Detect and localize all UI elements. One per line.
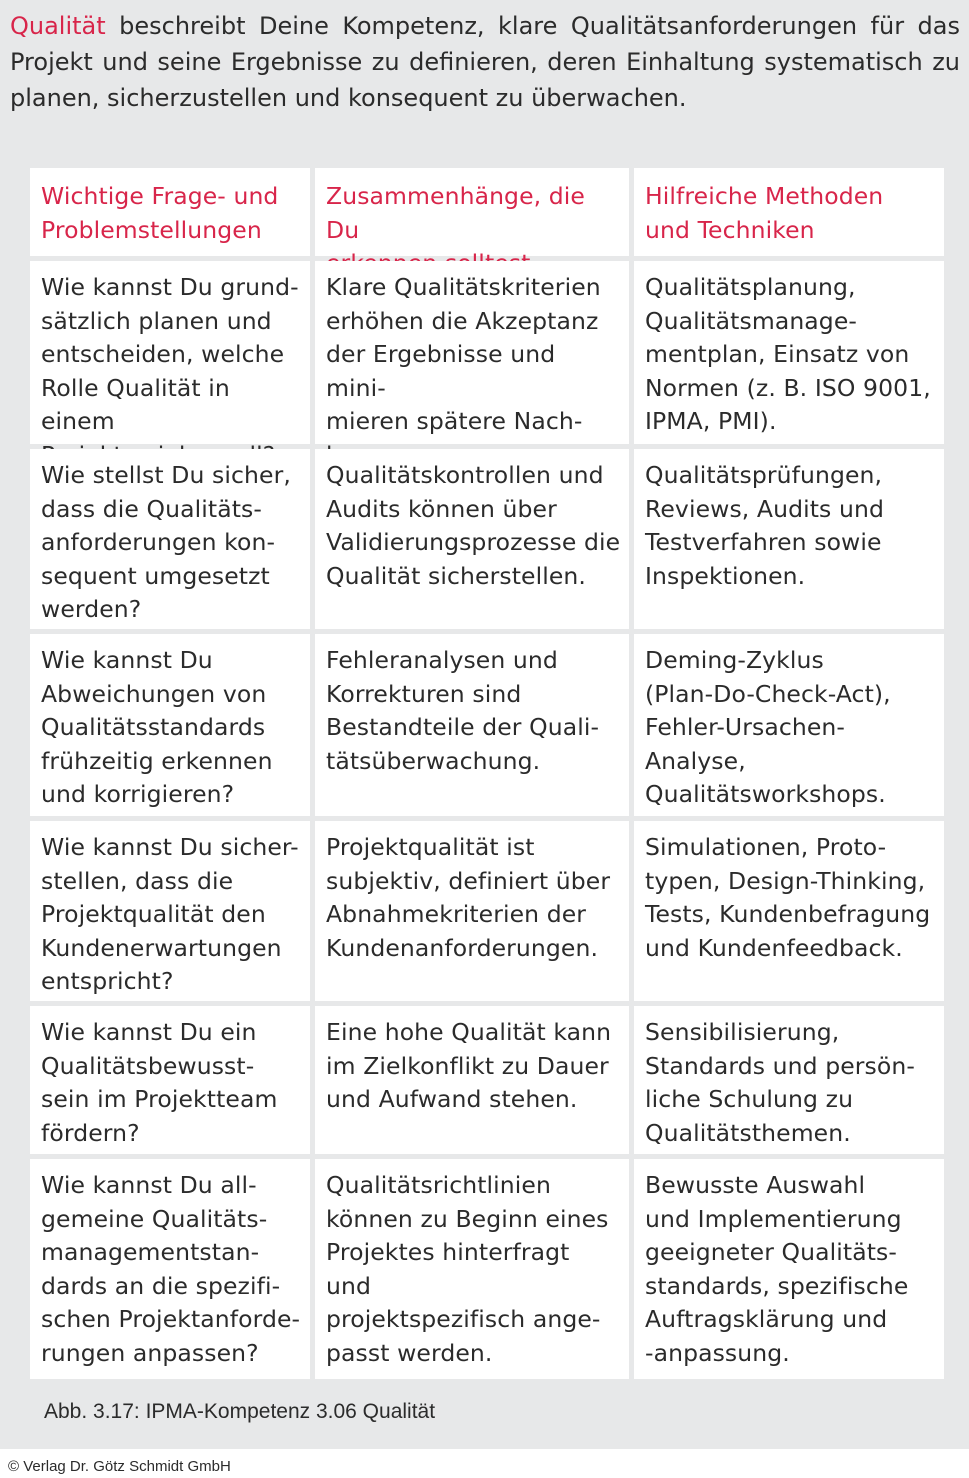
table-cell-question: Wie kannst Du all- gemeine Qualitäts- managementstan- dards an die spezifi- schen Projektanforde- rungen anpassen? <box>30 1159 310 1379</box>
table-cell-question: Wie kannst Du Abweichungen von Qualitätsstandards frühzeitig erkennen und korrigieren? <box>30 634 310 816</box>
table-cell-method: Deming-Zyklus (Plan-Do-Check-Act), Fehler-Ursachen-Analyse, Qualitätsworkshops. <box>634 634 944 816</box>
table-cell-relation: Klare Qualitätskriterien erhöhen die Akzeptanz der Ergebnisse und mini- mieren spätere Nach- <box>315 261 629 444</box>
copyright-notice: © Verlag Dr. Götz Schmidt GmbH <box>8 1458 231 1475</box>
table-cell-relation: Qualitätskontrollen und Audits können über Validierungsprozesse die Qualität sicherstellen. <box>315 449 629 629</box>
header-methods: Hilfreiche Methoden und Techniken <box>634 168 944 256</box>
intro-keyword: Qualität <box>10 12 106 40</box>
table-cell-method: Qualitätsplanung, Qualitätsmanage- mentplan, Einsatz von Normen (z. B. ISO 9001, IPMA, PMI). <box>634 261 944 444</box>
table-cell-relation: Projektqualität ist subjektiv, definiert über Abnahmekriterien der Kundenanforderungen. <box>315 821 629 1001</box>
header-relations: Zusammenhänge, die Du <box>315 168 629 256</box>
table-cell-method: Bewusste Auswahl und Implementierung geeigneter Qualitäts- standards, spezifische Auftragsklärung und -anpassung. <box>634 1159 944 1379</box>
table-cell-question: Wie kannst Du ein Qualitätsbewusst- sein im Projektteam fördern? <box>30 1006 310 1154</box>
table-cell-relation: Eine hohe Qualität kann im Zielkonflikt zu Dauer und Aufwand stehen. <box>315 1006 629 1154</box>
table-cell-question: Wie stellst Du sicher, dass die Qualitäts- anforderungen kon- sequent umgesetzt werden? <box>30 449 310 629</box>
table-cell-question: Wie kannst Du grund- sätzlich planen und entscheiden, welche Rolle Qualität in einem <box>30 261 310 444</box>
competence-table <box>30 168 944 1379</box>
table-cell-question: Wie kannst Du sicher- stellen, dass die Projektqualität den Kundenerwartungen entspricht? <box>30 821 310 1001</box>
intro-paragraph <box>10 8 960 116</box>
figure-caption: Abb. 3.17: IPMA-Kompetenz 3.06 Qualität <box>44 1400 436 1423</box>
table-cell-method: Simulationen, Proto- typen, Design-Thinking, Tests, Kundenbefragung und Kundenfeedback. <box>634 821 944 1001</box>
header-questions: Wichtige Frage- und Problemstellungen <box>30 168 310 256</box>
table-cell-relation: Qualitätsrichtlinien können zu Beginn eines Projektes hinterfragt und projektspezifisch ange- passt werden. <box>315 1159 629 1379</box>
table-cell-method: Qualitätsprüfungen, Reviews, Audits und Testverfahren sowie Inspektionen. <box>634 449 944 629</box>
table-cell-method: Sensibilisierung, Standards und persön- liche Schulung zu Qualitätsthemen. <box>634 1006 944 1154</box>
intro-text: beschreibt Deine Kompetenz, klare Qualitätsanforderungen für das Projekt und seine Ergebnisse zu definieren, deren Einhaltung systematisch zu planen, sicherzustellen und konsequent zu überwachen. <box>10 12 960 112</box>
table-cell-relation: Fehleranalysen und Korrekturen sind Bestandteile der Quali- tätsüberwachung. <box>315 634 629 816</box>
